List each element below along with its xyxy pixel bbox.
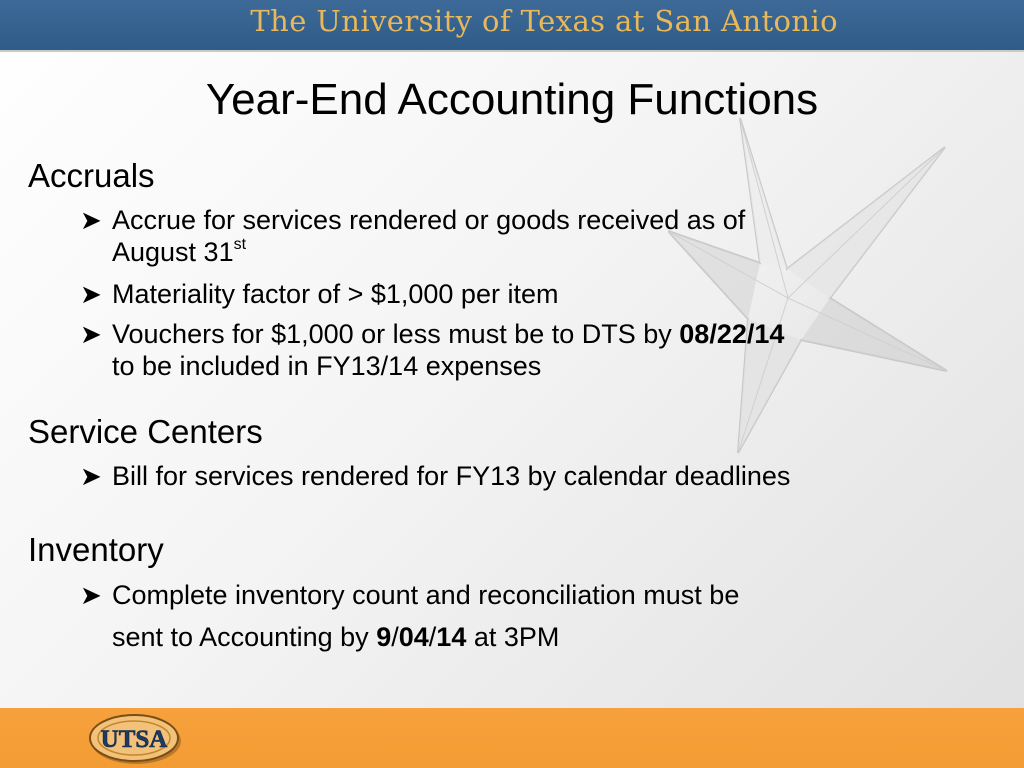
- bullet-text: Vouchers for $1,000 or less must be to DTS by 08/22/14 to be included in FY13/14 expenses: [112, 319, 785, 381]
- bullet-inventory-count: [80, 574, 980, 658]
- bullet-accrue: [80, 204, 980, 268]
- right-arrow-bullet-icon: ➤: [80, 580, 102, 610]
- right-arrow-bullet-icon: ➤: [80, 279, 102, 309]
- logo-text: UTSA: [100, 726, 168, 753]
- bullet-text: Materiality factor of > $1,000 per item: [112, 279, 559, 309]
- right-arrow-bullet-icon: ➤: [80, 319, 102, 349]
- section-heading-service-centers: Service Centers: [28, 413, 263, 450]
- bullet-vouchers: [80, 318, 980, 382]
- utsa-logo: [88, 712, 184, 766]
- section-heading-inventory: Inventory: [28, 531, 164, 568]
- bullet-text: Bill for services rendered for FY13 by calendar deadlines: [112, 461, 791, 491]
- slide-title: Year-End Accounting Functions: [205, 75, 819, 124]
- right-arrow-bullet-icon: ➤: [80, 461, 102, 491]
- section-heading-accruals: Accruals: [28, 157, 155, 194]
- bullet-text: Complete inventory count and reconciliation must be sent to Accounting by 9/04/14 at 3PM: [112, 580, 740, 652]
- right-arrow-bullet-icon: ➤: [80, 205, 102, 235]
- bullet-text: Accrue for services rendered or goods received as of August 31st: [112, 205, 746, 267]
- bullet-bill-services: [80, 460, 980, 492]
- university-name: The University of Texas at San Antonio: [250, 4, 838, 38]
- bullet-materiality: [80, 278, 980, 310]
